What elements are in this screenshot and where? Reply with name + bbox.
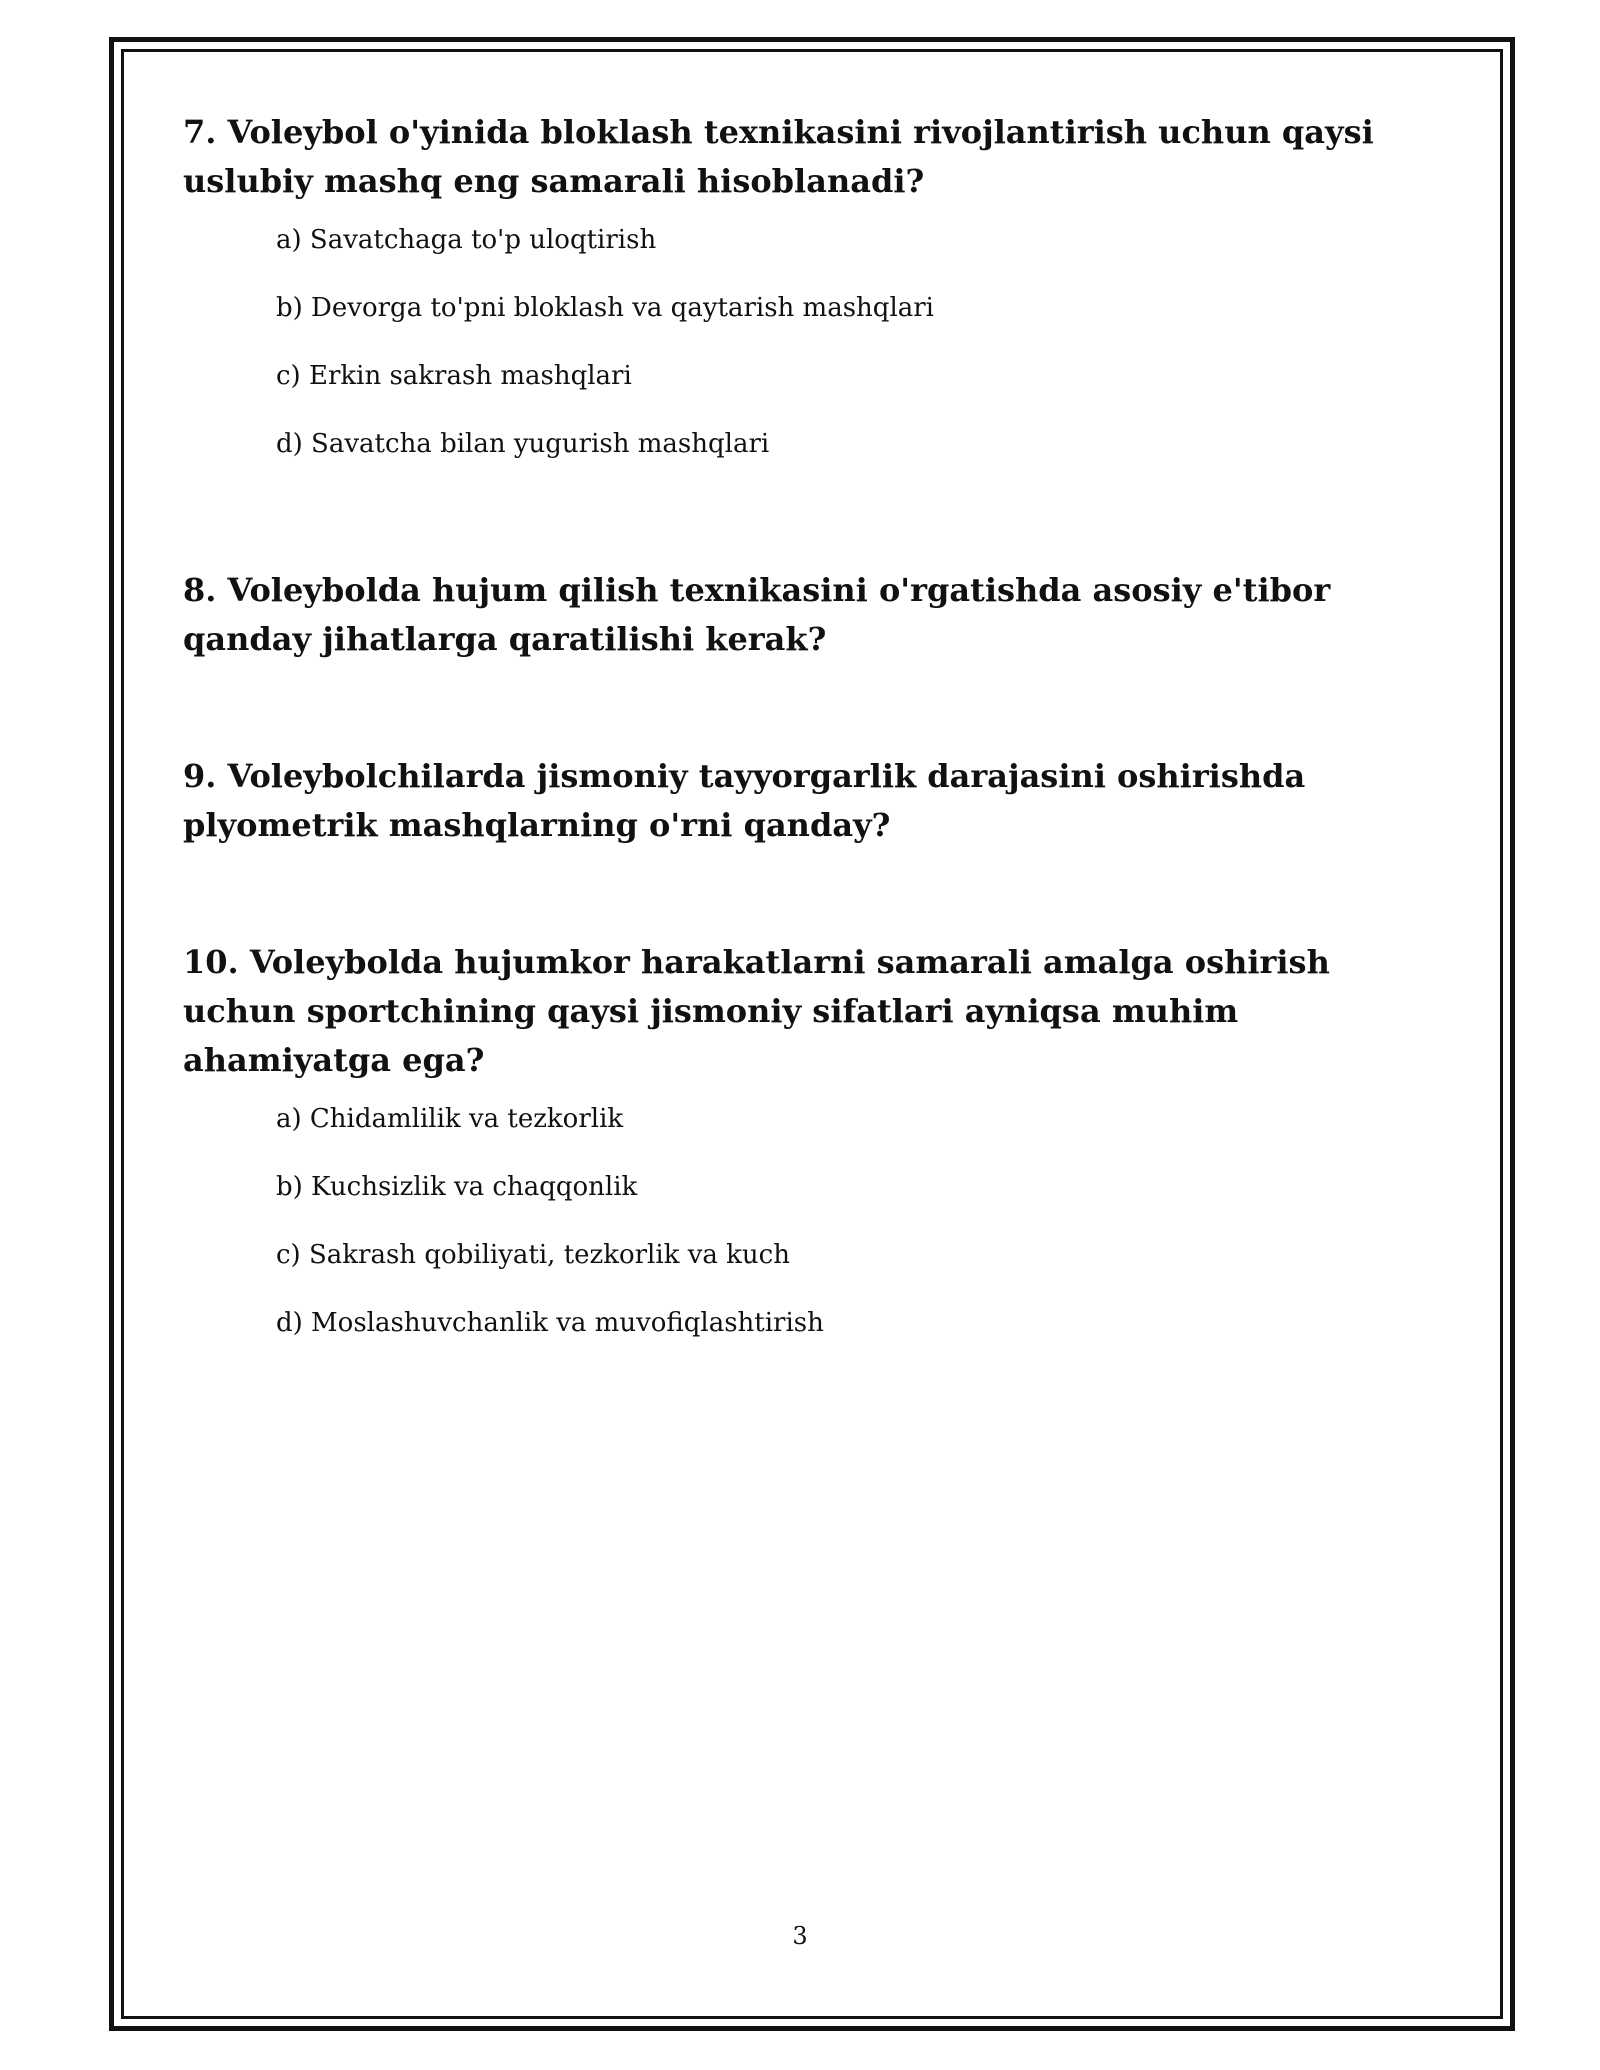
question-10-options bbox=[183, 1103, 1443, 1339]
option-d: d) Moslashuvchanlik va muvofiqlashtirish bbox=[276, 1308, 824, 1338]
question-block-10 bbox=[183, 938, 1443, 1375]
question-block-9 bbox=[183, 752, 1443, 850]
question-block-7 bbox=[183, 108, 1443, 496]
question-block-8 bbox=[183, 566, 1443, 664]
option-b: b) Devorga to'pni bloklash va qaytarish mashqlari bbox=[276, 293, 934, 323]
option-c: c) Erkin sakrash mashqlari bbox=[276, 361, 632, 391]
option-d: d) Savatcha bilan yugurish mashqlari bbox=[276, 429, 770, 459]
option-c: c) Sakrash qobiliyati, tezkorlik va kuch bbox=[276, 1240, 790, 1270]
question-7-options bbox=[183, 224, 1443, 460]
question-9-text: 9. Voleybolchilarda jismoniy tayyorgarlik darajasini oshirishda plyometrik mashqlarning o'rni qanday? bbox=[183, 757, 1306, 844]
question-7-text: 7. Voleybol o'yinida bloklash texnikasini rivojlantirish uchun qaysi uslubiy mashq eng samarali hisoblanadi? bbox=[183, 113, 1374, 200]
question-10-text: 10. Voleybolda hujumkor harakatlarni samarali amalga oshirish uchun sportchining qaysi jismoniy sifatlari ayniqsa muhim ahamiyatga ega? bbox=[183, 943, 1330, 1079]
option-a: a) Savatchaga to'p uloqtirish bbox=[276, 225, 657, 255]
page-number: 3 bbox=[792, 1922, 808, 1950]
option-b: b) Kuchsizlik va chaqqonlik bbox=[276, 1172, 638, 1202]
question-8-text: 8. Voleybolda hujum qilish texnikasini o'rgatishda asosiy e'tibor qanday jihatlarga qaratilishi kerak? bbox=[183, 571, 1331, 658]
option-a: a) Chidamlilik va tezkorlik bbox=[276, 1104, 624, 1134]
